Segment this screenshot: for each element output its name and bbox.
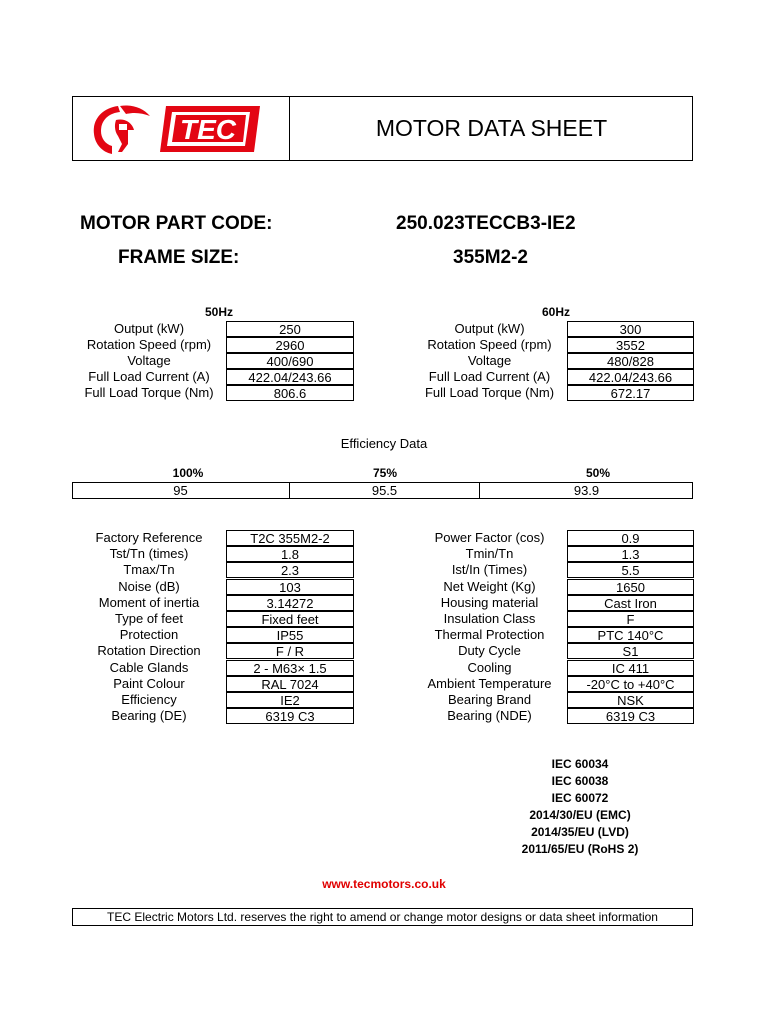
- table-row: [412, 611, 694, 627]
- table-row: [72, 627, 354, 643]
- row-label: Full Load Current (A): [88, 369, 210, 384]
- row-value: 0.9: [567, 530, 694, 546]
- row-label: Cable Glands: [109, 659, 189, 675]
- row-label: Ambient Temperature: [427, 675, 552, 691]
- row-value: 103: [226, 579, 354, 595]
- row-value: IC 411: [567, 660, 694, 676]
- row-label: Bearing (NDE): [447, 708, 532, 724]
- hz50-title: 50Hz: [204, 305, 233, 319]
- efficiency-value-75: 95.5: [371, 483, 398, 498]
- row-value: 480/828: [567, 353, 694, 369]
- row-label: Factory Reference: [95, 530, 203, 545]
- table-row: [72, 708, 354, 724]
- row-label: Rotation Direction: [97, 643, 201, 659]
- table-row: [412, 321, 694, 337]
- standard-item: 2011/65/EU (RoHS 2): [521, 842, 639, 856]
- row-label: Thermal Protection: [434, 627, 545, 643]
- row-label: Rotation Speed (rpm): [86, 337, 212, 352]
- efficiency-header-50: 50%: [585, 466, 611, 480]
- row-label: Full Load Torque (Nm): [84, 385, 214, 400]
- row-label: Noise (dB): [118, 578, 180, 594]
- standard-item: 2014/30/EU (EMC): [529, 808, 631, 822]
- row-value: 3552: [567, 337, 694, 353]
- table-row: [72, 676, 354, 692]
- row-label: Output (kW): [454, 321, 525, 336]
- row-label: Housing material: [440, 594, 539, 610]
- row-label: Output (kW): [113, 321, 185, 336]
- row-label: Tmin/Tn: [465, 546, 514, 562]
- table-row: [412, 530, 694, 546]
- row-value: 422.04/243.66: [567, 369, 694, 385]
- row-value: NSK: [567, 692, 694, 708]
- table-row: [412, 562, 694, 578]
- row-value: 300: [567, 321, 694, 337]
- table-row: [72, 530, 354, 546]
- row-label: Bearing (DE): [111, 708, 187, 724]
- table-row: [412, 627, 694, 643]
- efficiency-header-100: 100%: [172, 466, 204, 480]
- row-label: Type of feet: [115, 610, 183, 626]
- row-value: 5.5: [567, 562, 694, 578]
- row-label: Voltage: [467, 353, 512, 368]
- row-value: RAL 7024: [226, 676, 354, 692]
- table-row: [72, 611, 354, 627]
- row-value: Cast Iron: [567, 595, 694, 611]
- row-value: 6319 C3: [567, 708, 694, 724]
- row-label: Duty Cycle: [458, 643, 521, 659]
- table-row: [412, 369, 694, 385]
- table-row: [72, 369, 354, 385]
- row-value: IE2: [226, 692, 354, 708]
- standard-item: IEC 60072: [551, 791, 609, 805]
- standard-item: IEC 60038: [551, 774, 609, 788]
- standard-item: IEC 60034: [551, 757, 609, 771]
- table-row: [72, 353, 354, 369]
- table-row: [72, 595, 354, 611]
- row-label: Voltage: [127, 353, 171, 368]
- row-label: Bearing Brand: [447, 691, 532, 707]
- table-row: [412, 385, 694, 401]
- row-label: Tmax/Tn: [123, 562, 175, 578]
- specs-right-table: [412, 530, 694, 724]
- row-value: 250: [226, 321, 354, 337]
- table-row: [412, 660, 694, 676]
- table-row: [412, 579, 694, 595]
- row-label: Cooling: [467, 659, 512, 675]
- part-code-value: 250.023TECCB3-IE2: [396, 213, 576, 234]
- row-value: -20°C to +40°C: [567, 676, 694, 692]
- table-row: [412, 337, 694, 353]
- efficiency-value-50: 93.9: [573, 483, 600, 498]
- row-label: Insulation Class: [443, 610, 536, 626]
- specs-left-table: [72, 530, 354, 724]
- efficiency-title: Efficiency Data: [340, 436, 428, 451]
- frame-size-label: FRAME SIZE:: [118, 247, 240, 268]
- table-row: [412, 708, 694, 724]
- row-label: Power Factor (cos): [434, 530, 545, 545]
- logo-text: TEC: [180, 114, 236, 145]
- row-value: 1.8: [226, 546, 354, 562]
- document-title: MOTOR DATA SHEET: [375, 115, 608, 141]
- row-label: Full Load Current (A): [428, 369, 551, 384]
- row-value: 422.04/243.66: [226, 369, 354, 385]
- row-value: 806.6: [226, 385, 354, 401]
- table-row: [72, 546, 354, 562]
- row-label: Moment of inertia: [98, 594, 200, 610]
- table-row: [72, 562, 354, 578]
- row-value: 2.3: [226, 562, 354, 578]
- row-value: 1650: [567, 579, 694, 595]
- row-label: Net Weight (Kg): [443, 578, 536, 594]
- table-row: [72, 660, 354, 676]
- table-row: [72, 321, 354, 337]
- row-value: 2960: [226, 337, 354, 353]
- row-value: S1: [567, 643, 694, 659]
- row-label: Rotation Speed (rpm): [427, 337, 552, 352]
- tec-logo: [88, 100, 268, 158]
- row-value: IP55: [226, 627, 354, 643]
- hz60-table: [412, 321, 694, 401]
- row-label: Full Load Torque (Nm): [424, 385, 555, 400]
- footer-disclaimer: TEC Electric Motors Ltd. reserves the right to amend or change motor designs or data sheet information: [72, 908, 693, 926]
- efficiency-value-100: 95: [173, 483, 188, 498]
- row-value: 6319 C3: [226, 708, 354, 724]
- table-row: [72, 337, 354, 353]
- table-row: [412, 546, 694, 562]
- frame-size-value: 355M2-2: [453, 247, 528, 268]
- row-label: Paint Colour: [113, 675, 185, 691]
- part-code-label: MOTOR PART CODE:: [80, 213, 273, 234]
- row-value: F: [567, 611, 694, 627]
- efficiency-header-75: 75%: [372, 466, 398, 480]
- row-value: 1.3: [567, 546, 694, 562]
- row-label: Efficiency: [121, 691, 177, 707]
- row-value: 672.17: [567, 385, 694, 401]
- table-row: [72, 643, 354, 659]
- table-row: [412, 595, 694, 611]
- row-label: Tst/Tn (times): [109, 546, 189, 562]
- row-label: Protection: [119, 627, 179, 643]
- row-label: Ist/In (Times): [451, 562, 528, 578]
- hz60-title: 60Hz: [541, 305, 570, 319]
- row-value: Fixed feet: [226, 611, 354, 627]
- row-value: T2C 355M2-2: [226, 530, 354, 546]
- row-value: 3.14272: [226, 595, 354, 611]
- standards-list: [480, 756, 680, 858]
- row-value: 2 - M63× 1.5: [226, 660, 354, 676]
- table-row: [72, 692, 354, 708]
- standard-item: 2014/35/EU (LVD): [531, 825, 629, 839]
- table-row: [412, 353, 694, 369]
- row-value: 400/690: [226, 353, 354, 369]
- table-row: [72, 385, 354, 401]
- hz50-table: [72, 321, 354, 401]
- row-value: PTC 140°C: [567, 627, 694, 643]
- table-row: [412, 643, 694, 659]
- table-row: [412, 676, 694, 692]
- row-value: F / R: [226, 643, 354, 659]
- table-row: [412, 692, 694, 708]
- website-link[interactable]: www.tecmotors.co.uk: [322, 877, 446, 891]
- spartan-helmet-icon: [88, 100, 268, 158]
- table-row: [72, 579, 354, 595]
